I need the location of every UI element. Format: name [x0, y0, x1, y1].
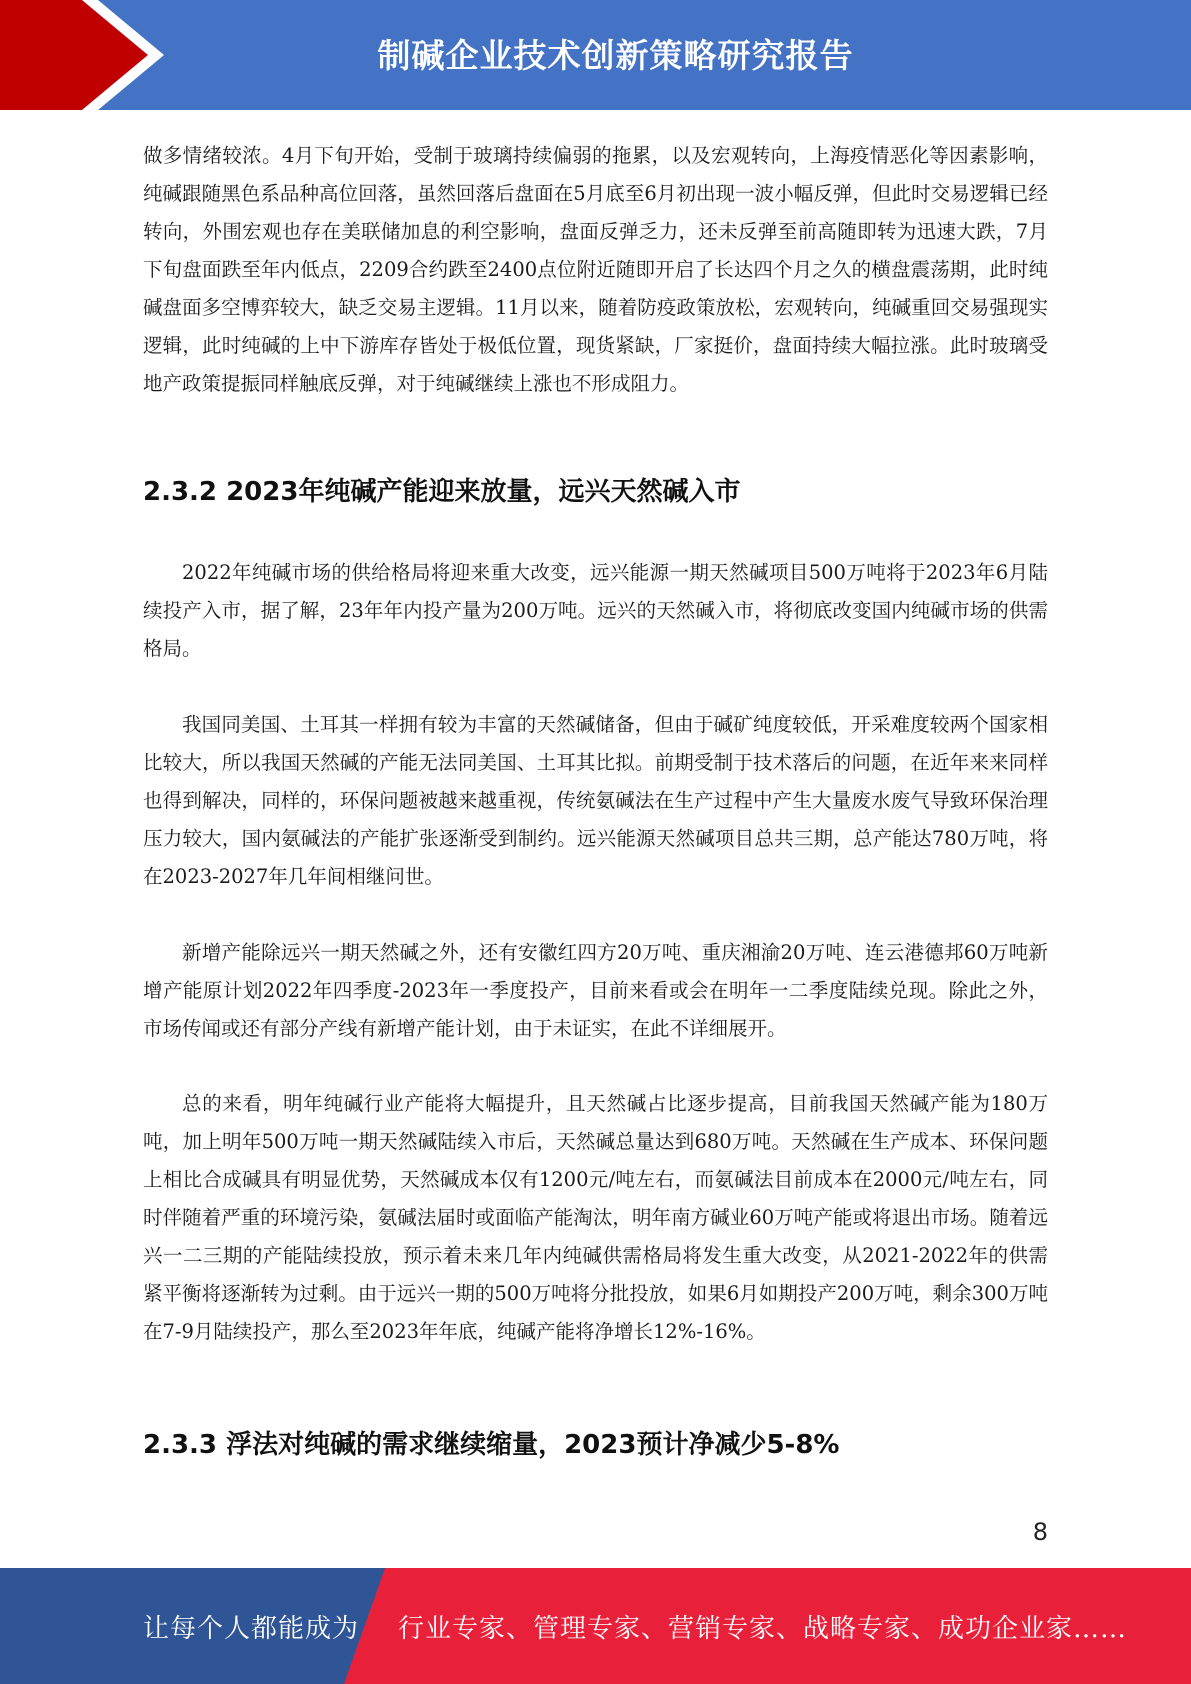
paragraph-block-4 [143, 1085, 1048, 1351]
document-title: 制碱企业技术创新策略研究报告 [377, 36, 854, 75]
paragraph-block-2 [143, 706, 1048, 896]
paragraph-block-3 [143, 934, 1048, 1048]
paragraph-1: 2022年纯碱市场的供给格局将迎来重大改变，远兴能源一期天然碱项目500万吨将于2023年6月陆续投产入市，据了解，23年年内投产量为200万吨。远兴的天然碱入市，将彻底改变国内纯碱市场的供需格局。 [143, 561, 1048, 660]
page-header [0, 0, 1191, 110]
paragraph-3: 新增产能除远兴一期天然碱之外，还有安徽红四方20万吨、重庆湘渝20万吨、连云港德邦60万吨新增产能原计划2022年四季度-2023年一季度投产，目前来看或会在明年一二季度陆续兑现。除此之外，市场传闻或还有部分产线有新增产能计划，由于未证实，在此不详细展开。 [143, 941, 1048, 1040]
section-heading-2-3-3: 2.3.3 浮法对纯碱的需求继续缩量，2023预计净减少5-8% [143, 1430, 840, 1460]
paragraph-2: 我国同美国、土耳其一样拥有较为丰富的天然碱储备，但由于碱矿纯度较低，开采难度较两个国家相比较大，所以我国天然碱的产能无法同美国、土耳其比拟。前期受制于技术落后的问题，在近年来来同样也得到解决，同样的，环保问题被越来越重视，传统氨碱法在生产过程中产生大量废水废气导致环保治理压力较大，国内氨碱法的产能扩张逐渐受到制约。远兴能源天然碱项目总共三期，总产能达780万吨，将在2023-2027年几年间相继问世。 [143, 713, 1048, 888]
section-heading-2-3-2: 2.3.2 2023年纯碱产能迎来放量，远兴天然碱入市 [143, 477, 741, 507]
paragraph-intro: 做多情绪较浓。4月下旬开始，受制于玻璃持续偏弱的拖累，以及宏观转向，上海疫情恶化等因素影响，纯碱跟随黑色系品种高位回落，虽然回落后盘面在5月底至6月初出现一波小幅反弹，但此时交易逻辑已经转向，外围宏观也存在美联储加息的利空影响，盘面反弹乏力，还未反弹至前高随即转为迅速大跌，7月下旬盘面跌至年内低点，2209合约跌至2400点位附近随即开启了长达四个月之久的横盘震荡期，此时纯碱盘面多空博弈较大，缺乏交易主逻辑。11月以来，随着防疫政策放松，宏观转向，纯碱重回交易强现实逻辑，此时纯碱的上中下游库存皆处于极低位置，现货紧缺，厂家挺价，盘面持续大幅拉涨。此时玻璃受地产政策提振同样触底反弹，对于纯碱继续上涨也不形成阻力。 [143, 144, 1048, 395]
page-footer [0, 1568, 1191, 1684]
footer-slogan-right: 行业专家、管理专家、营销专家、战略专家、成功企业家…… [398, 1614, 1128, 1644]
section-233-heading-block [143, 1425, 1048, 1465]
section-232-heading-block [143, 472, 1048, 512]
paragraph-block-1 [143, 554, 1048, 668]
intro-paragraph-block [143, 137, 1048, 403]
footer-slogan-left: 让每个人都能成为 [143, 1614, 360, 1644]
page-number: 8 [1032, 1518, 1048, 1546]
paragraph-4: 总的来看，明年纯碱行业产能将大幅提升，且天然碱占比逐步提高，目前我国天然碱产能为180万吨，加上明年500万吨一期天然碱陆续入市后，天然碱总量达到680万吨。天然碱在生产成本、环保问题上相比合成碱具有明显优势，天然碱成本仅有1200元/吨左右，而氨碱法目前成本在2000元/吨左右，同时伴随着严重的环境污染，氨碱法届时或面临产能淘汰，明年南方碱业60万吨产能或将退出市场。随着远兴一二三期的产能陆续投放，预示着未来几年内纯碱供需格局将发生重大改变，从2021-2022年的供需紧平衡将逐渐转为过剩。由于远兴一期的500万吨将分批投放，如果6月如期投产200万吨，剩余300万吨在7-9月陆续投产，那么至2023年年底，纯碱产能将净增长12%-16%。 [143, 1092, 1048, 1343]
